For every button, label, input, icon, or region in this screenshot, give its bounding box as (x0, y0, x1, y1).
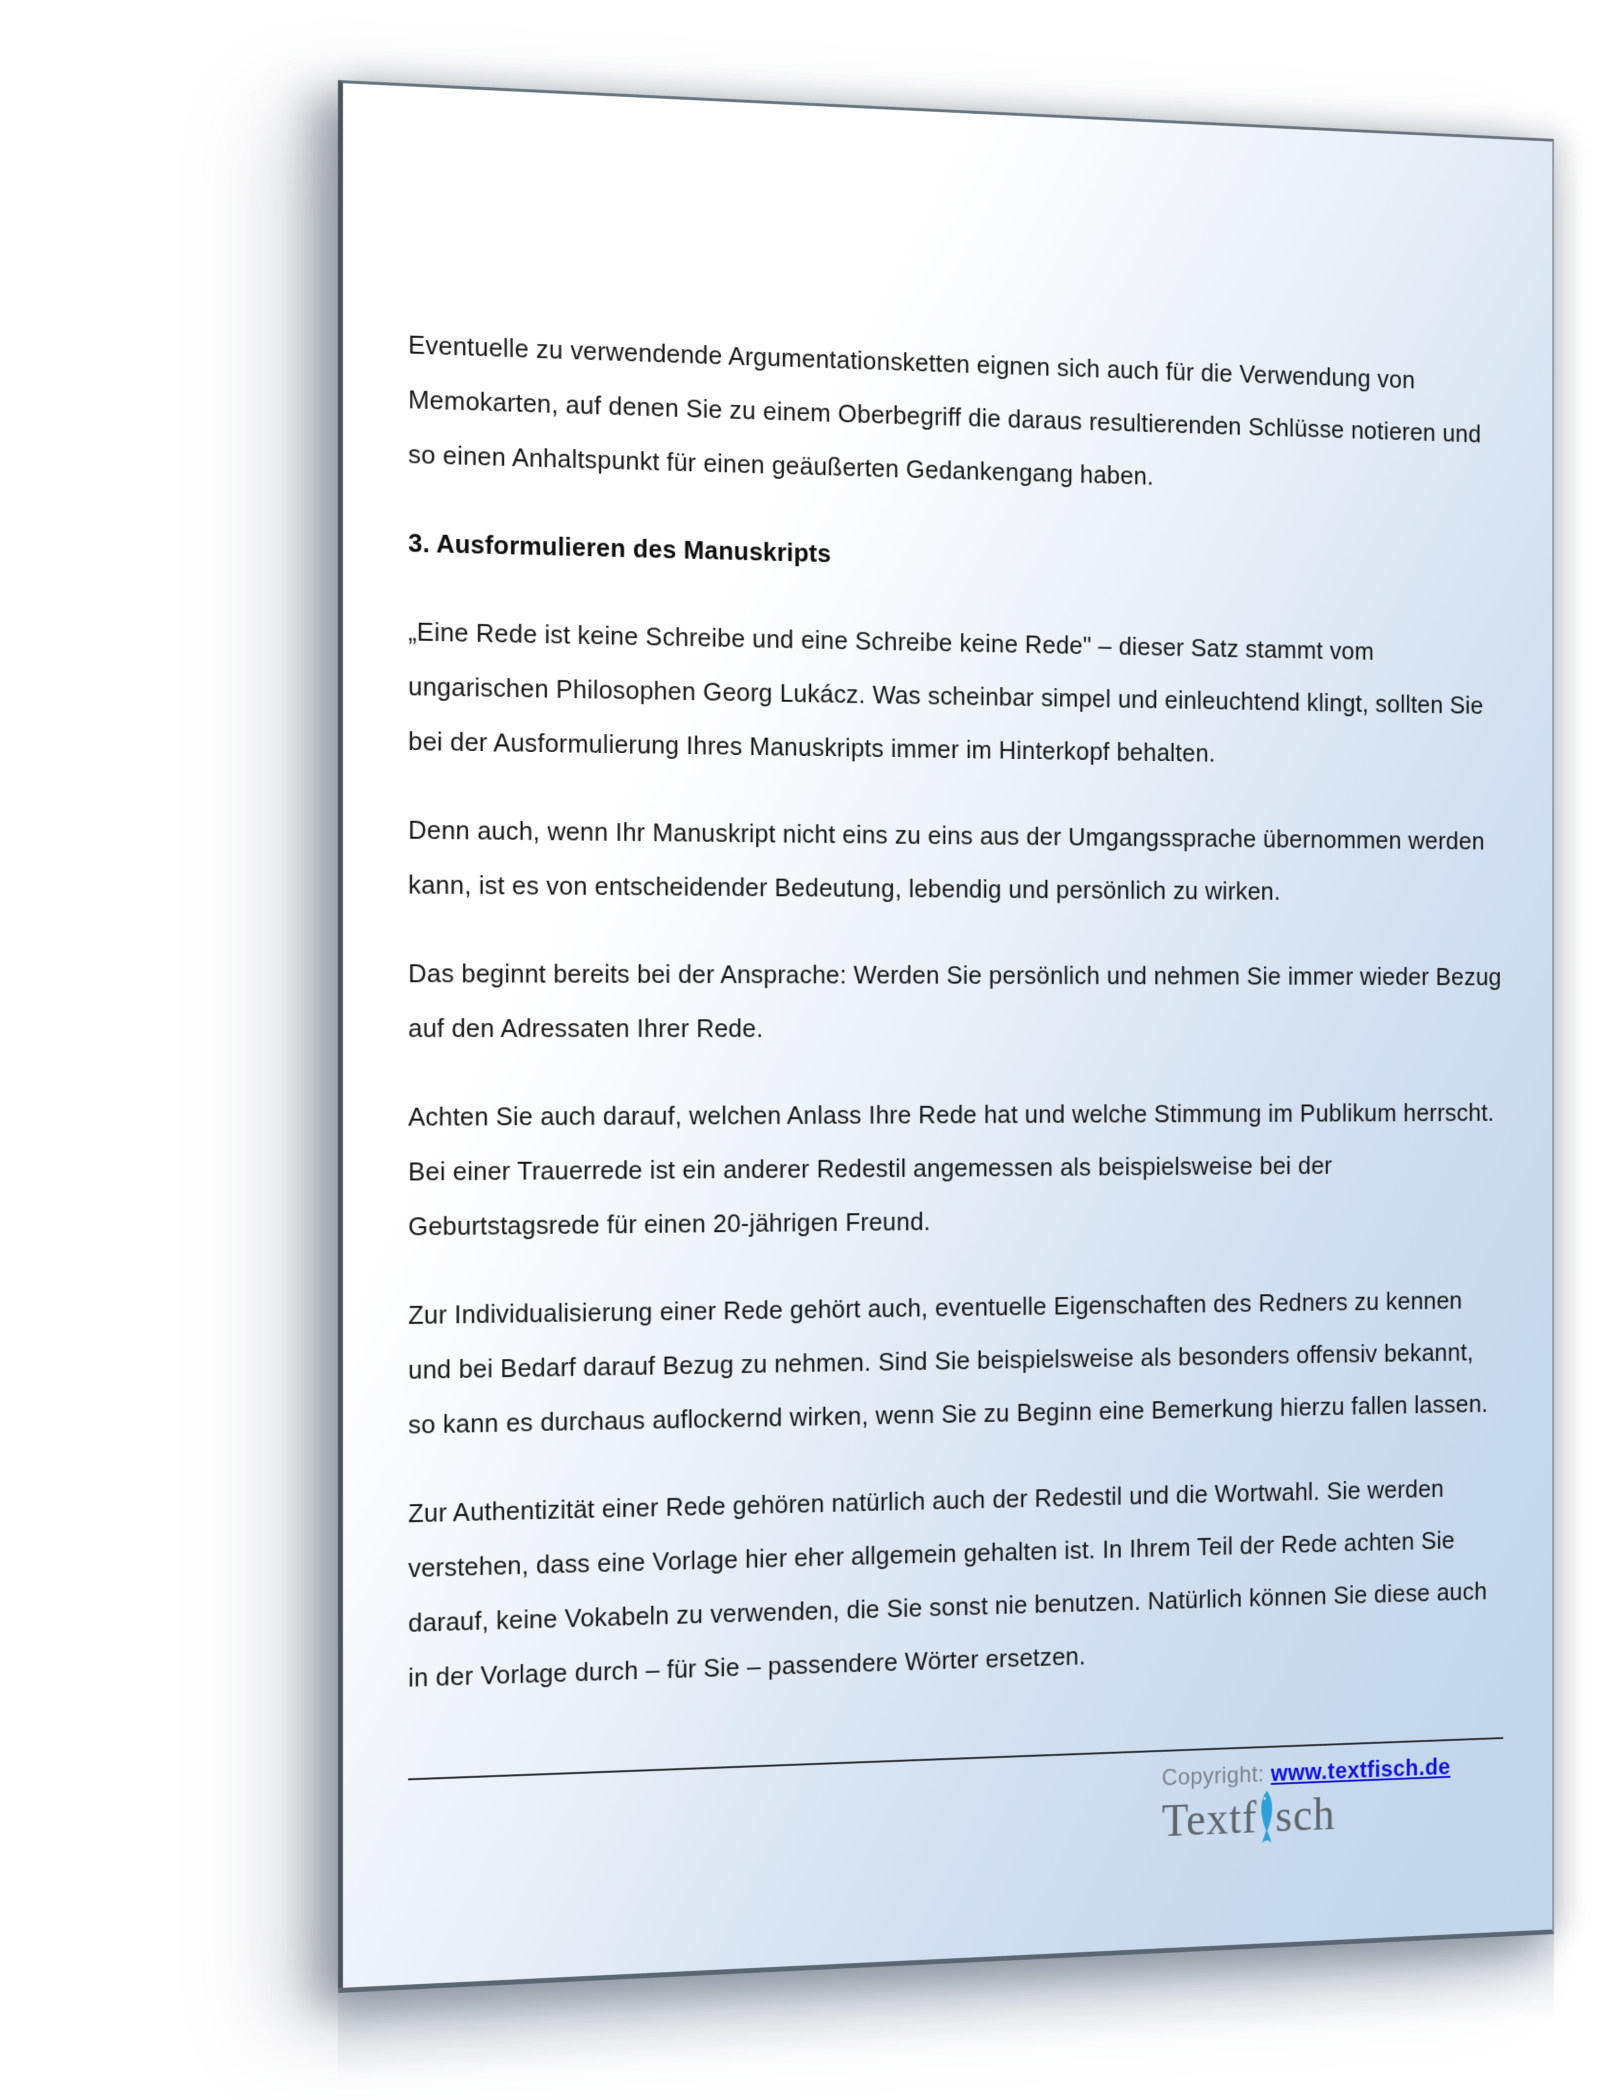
fish-icon (1256, 1789, 1276, 1845)
paragraph-memokarten: Eventuelle zu verwendende Argumentationsketten eignen sich auch für die Verwendung von Memokarten, auf denen Sie zu einem Oberbegriff die daraus resultierenden Schlüsse notieren und so einen Anhaltspunkt für einen geäußerten Gedankengang haben. (408, 329, 1482, 491)
paragraph-umgangssprache: Denn auch, wenn Ihr Manuskript nicht eins zu eins aus der Umgangssprache übernommen werden kann, ist es von entscheidender Bedeutung, lebendig und persönlich zu wirken. (408, 814, 1485, 906)
paragraph-authentizitaet: Zur Authentizität einer Rede gehören natürlich auch der Redestil und die Wortwahl. Sie werden verstehen, dass eine Vorlage hier eher allgemein gehalten ist. In Ihrem Teil der Rede achten Sie darauf, keine Vokabeln zu verwenden, die Sie sonst nie benutzen. Natürlich können Sie diese auch in der Vorlage durch – für Sie – passendere Wörter ersetzen. (408, 1474, 1488, 1693)
copyright-label: Copyright: (1161, 1761, 1271, 1792)
document-body (343, 83, 1552, 1988)
document-page (338, 80, 1554, 1993)
logo-text-left: Textf (1161, 1792, 1258, 1847)
logo-text-right: sch (1275, 1788, 1336, 1842)
footer (1162, 1754, 1451, 1849)
paragraph-ansprache: Das beginnt bereits bei der Ansprache: Werden Sie persönlich und nehmen Sie immer wieder Bezug auf den Adressaten Ihrer Rede. (408, 958, 1502, 1043)
paragraph-anlass: Achten Sie auch darauf, welchen Anlass Ihre Rede hat und welche Stimmung im Publikum herrscht. Bei einer Trauerrede ist ein anderer Redestil angemessen als beispielsweise bei der Geburtstagsrede für einen 20-jährigen Freund. (408, 1098, 1495, 1242)
paragraph-individualisierung: Zur Individualisierung einer Rede gehört auch, eventuelle Eigenschaften des Redners zu kennen und bei Bedarf darauf Bezug zu nehmen. Sind Sie beispielsweise als besonders offensiv bekannt, so kann es durchaus auflockernd wirken, wenn Sie zu Beginn eine Bemerkung hierzu fallen lassen. (408, 1285, 1489, 1440)
section-heading: 3. Ausformulieren des Manuskripts (408, 527, 832, 568)
textfisch-link[interactable]: www.textfisch.de (1270, 1754, 1451, 1787)
paragraph-zitat: „Eine Rede ist keine Schreibe und eine Schreibe keine Rede" – dieser Satz stammt vom ungarischen Philosophen Georg Lukácz. Was scheinbar simpel und einleuchtend klingt, sollten Sie bei der Ausformulierung Ihres Manuskripts immer im Hinterkopf behalten. (408, 616, 1484, 768)
